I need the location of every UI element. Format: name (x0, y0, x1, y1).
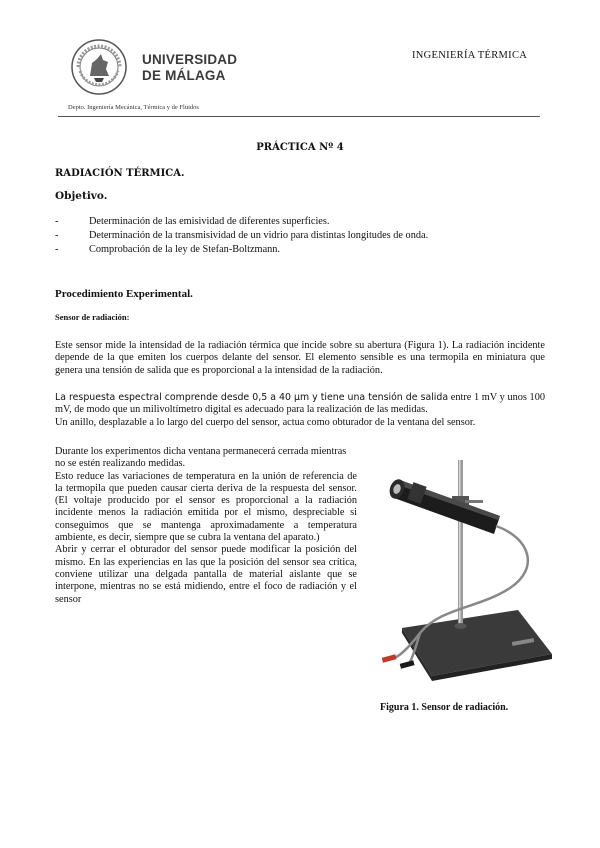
paragraph-window-closed: Durante los experimentos dicha ventana permanecerá cerrada mientras no se estén realizando medidas. (55, 446, 347, 470)
bullet-dash: - (55, 244, 59, 255)
paragraph-shutter-position: Abrir y cerrar el obturador del sensor puede modificar la posición del mismo. En las experiencias en las que la posición del sensor sea crítica, conviene utilizar una delgada pantalla de material aislante que se interpone, mientras no se está midiendo, entre el foco de radiación y el sensor (55, 544, 357, 605)
paragraph-shutter-ring: Un anillo, desplazable a lo largo del cuerpo del sensor, actua como obturador de la ventana del sensor. (55, 417, 476, 428)
paragraph-column (55, 446, 357, 606)
spectral-response-text: La respuesta espectral comprende desde 0,5 a 40 µm y tiene una tensión de salida (55, 392, 449, 403)
header-divider (58, 116, 540, 117)
objective-text: Determinación de la transmisividad de un vidrio para distintas longitudes de onda. (89, 230, 429, 241)
objective-text: Determinación de las emisividad de diferentes superficies. (89, 216, 330, 227)
objective-text: Comprobación de la ley de Stefan-Boltzmann. (89, 244, 281, 255)
university-name-line2: DE MÁLAGA (142, 68, 226, 83)
section-title: RADIACIÓN TÉRMICA. (55, 168, 185, 179)
procedure-heading: Procedimiento Experimental. (55, 288, 193, 300)
university-name (142, 52, 237, 84)
radiation-sensor-figure (380, 458, 555, 684)
bullet-dash: - (55, 230, 59, 241)
figure-caption: Figura 1. Sensor de radiación. (380, 702, 509, 713)
practice-title: PRÁCTICA Nº 4 (256, 142, 344, 153)
course-name: INGENIERÍA TÉRMICA (412, 50, 528, 61)
bullet-dash: - (55, 216, 59, 227)
paragraph-sensor-description: Este sensor mide la intensidad de la radiación térmica que incide sobre su abertura (Figura 1). La radiación incidente depende de la que emiten los cuerpos delante del sensor. El elemento sensible es una termopila en miniatura que genera una tensión de salida que es proporcional a la intensidad de la radiación. (55, 340, 545, 376)
university-name-line1: UNIVERSIDAD (142, 52, 238, 67)
sensor-heading: Sensor de radiación: (55, 312, 130, 322)
department-name: Depto. Ingeniería Mecánica, Térmica y de Fluidos (68, 104, 199, 111)
paragraph-spectral-response (55, 392, 545, 417)
university-seal-logo (70, 38, 128, 96)
objective-heading: Objetivo. (55, 190, 108, 202)
paragraph-temperature-variation: Esto reduce las variaciones de temperatura en la unión de referencia de la termopila que pueden causar cierta deriva de la respuesta del sensor. (El voltaje producido por el sensor es proporcional a la radiación incidente menos la radiación emitida por el mismo, despreciable si conseguimos que se mantenga aproximadamente a temperatura ambiente, es decir, siempre que se cubra la ventana del aparato.) (55, 470, 357, 544)
output-voltage-text: entre 1 mV y unos 100 mV, de modo que un milivoltímetro digital es adecuado para la realización de las medidas. (55, 392, 545, 416)
